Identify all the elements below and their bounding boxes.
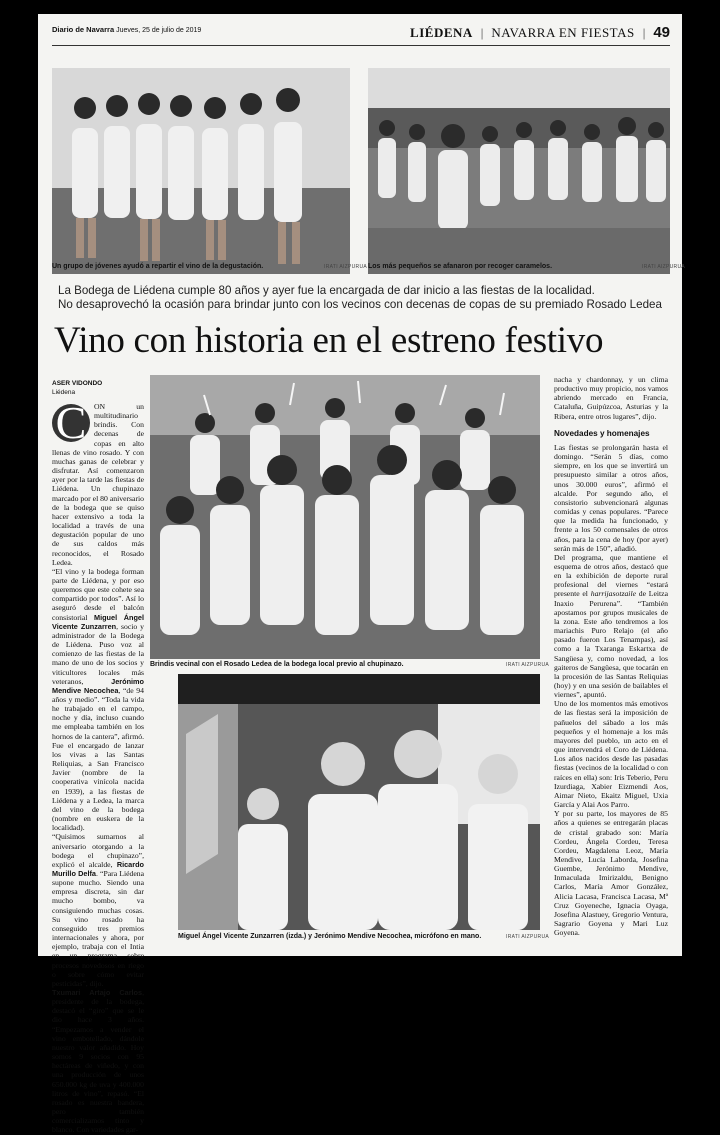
italic-term: harrijasotzaile	[590, 589, 636, 599]
drop-cap: C	[52, 404, 90, 442]
person-name: Ricardo Murillo Delfa	[52, 859, 144, 878]
article-headline: Vino con historia en el estreno festivo	[54, 320, 604, 361]
paragraph-text: de Leitza Inaxio Perurena”. “También apostamos por grupos musicales de la zona. Este año tendremos a los mariachis Puro Relajo (el año pasado fueron Los Tenampas), así como a la Txaranga Eskartxa de Sangüesa y, como novedad, a los gaiteros de Sangüesa, que tocarán en la procesión de las Santas Reliquias (hoy) y en una sesión de bailables el viernes”, apuntó.	[554, 589, 669, 700]
paragraph: Uno de los momentos más emotivos de las fiestas será la imposición de pañuelos del sábado a los más pequeños y el homenaje a los más mayores del pueblo, un acto en el que intervendrá el Coro de Liédena. Los años nacidos desde las pasadas fiestas (vecinos de la localidad o con raíces en ella) son: Iris Teberio, Peru Izurdiaga, Xabier Eizmendi Aos, Aimar Nieto, Ekaitz Miguel, Uxia García y Alai Aos Parro.	[554, 699, 668, 810]
paragraph	[52, 832, 144, 988]
paragraph-text: . “Para Liédena supone mucho. Siendo una empresa discreta, sin dar mucho bombo, va consiguiendo muchas cosas. Su vino rosado ha conseguido tres premios internacionales y ahora, por ejemplo, trabaja con el Intia en un programa sobre procesos novedosos en riego o sobre cómo evitar pesticidas”, dijo.	[52, 868, 144, 988]
article-author: ASER VIDONDO	[52, 380, 103, 387]
photo-toast-crowd	[150, 375, 540, 659]
subsection-name: NAVARRA EN FIESTAS	[491, 24, 635, 40]
paragraph	[554, 553, 668, 700]
person-name: Txumari Artajo Carlos	[52, 988, 143, 997]
header-rule	[52, 45, 670, 46]
masthead-info	[52, 25, 201, 34]
paragraph-text: Del programa, que mantiene el esquema de otros años, destacó que en la exhibición de deporte rural profesional del viernes “estará presente el	[554, 552, 668, 599]
paragraph-text: , presidente de la bodega, destacó el “giro” que se le dio hace 3 años. “Empezamos a vender el vino embotellado, dándole nuestro valor añadido. Hoy somos 9 socios con 95 hectáreas de viñedo, y con una producción de unos 650.000 kg de uva y 400.000 litros de vino”, repasó. “El rosado es nuestra bandera, pero también comercializamos tinto y blanco. Con variedades gar-	[52, 988, 144, 1135]
paragraph	[52, 567, 144, 833]
photo-youth-serving-wine	[52, 68, 350, 274]
lead-line: La Bodega de Liédena cumple 80 años y ayer fue la encargada de dar inicio a las fiestas de la localidad.	[58, 284, 595, 297]
paragraph-text: “Quisimos sumarnos al aniversario otorgando a la bodega el chupinazo”, explicó el alcalde,	[52, 832, 144, 869]
article-location: Liédena	[52, 389, 76, 396]
photo-children-candy	[368, 68, 670, 274]
paragraph: Y por su parte, los mayores de 85 años a quienes se entregarán placas de cristal grabado son: María Cordeu, Ángela Cordeu, Teresa Cordeu, Magdalena Leoz, María Mendive, Lucía Laborda, Josefina Guembe, Jerónimo Mendive, Inmaculada Imirizaldu, Benigno Carlos, María Amor González, Alicia Lacasa, Francisca Lacasa, Mª Cruz Goyeneche, Ignacia Oyaga, Josefina Alastuey, Gregorio Ventura, Sagrario Goyena y Mari Luz Goyena.	[554, 809, 668, 938]
paragraph: Las fiestas se prolongarán hasta el domingo. “Serán 5 días, como siempre, en los que se invertirá un presupuesto similar a otros años, unos 30.000 euros”, afirmó el alcalde. Por segundo año, el consistorio subvencionará algunas comidas y cenas populares. “Parece que la medida ha funcionado, y frente a los 50 comensales de otros años, para la cena de hoy (por ayer) serán más de 150”, añadió.	[554, 442, 668, 553]
person-name: Jerónimo Mendive Necochea	[52, 676, 144, 695]
lead-line: No desaprovechó la ocasión para brindar junto con los vecinos con decenas de copas de su premiado Rosado Ledea	[58, 298, 662, 311]
paragraph-text: , “de 94 años y medio”. “Toda la vida he trabajado en el campo, noche y día, incluso cuando me empleaba también en los hornos de la cantera”, afirmó. Fue el encargado de lanzar los vivas a las Santas Reliquias, a San Francisco Javier (nombre de la cooperativa vinícola nacida en 1939), a las fiestas de Liédena y a Ledea, la marca del vino de la bodega (nombre en euskera de la localidad).	[52, 685, 144, 833]
paragraph	[52, 397, 144, 567]
page-number: 49	[653, 24, 670, 41]
photo-caption: Miguel Ángel Vicente Zunzarren (izda.) y Jerónimo Mendive Necochea, micrófono en mano.	[178, 933, 482, 940]
separator: |	[642, 24, 646, 40]
paragraph-text: “El vino y la bodega forman parte de Liédena, y por eso queremos que este cohete sea compartido por todos”. Así lo aseguró desde el balcón consistorial	[52, 566, 144, 622]
section-subheading: Novedades y homenajes	[554, 428, 650, 438]
section-header	[410, 24, 670, 41]
newspaper-name: Diario de Navarra	[52, 25, 115, 34]
photo-caption: Brindis vecinal con el Rosado Ledea de la bodega local previo al chupinazo.	[150, 661, 404, 668]
paragraph-text: ON un multitudinario brindis. Con decenas de copas en alto llenas de vino rosado. Y con muchas ganas de celebrar y disfrutar. Así comenzaron ayer por la tarde las fiestas de Liédena. Un chupinazo marcado por el 80 aniversario de la bodega que se quiso hacer extensivo a toda la localidad a través de una degustación popular de uno de sus caldos más reconocidos, el Rosado Ledea.	[52, 402, 144, 567]
issue-date: Jueves, 25 de julio de 2019	[116, 27, 202, 34]
photo-caption: Un grupo de jóvenes ayudó a repartir el vino de la degustación.	[52, 263, 264, 270]
photo-credit: IRATI AIZPURUA	[642, 264, 686, 270]
paragraph-text: , socio y administrador de la Bodega de Liédena. Puso voz al comienzo de las fiestas de la mano de uno de los socios y viticultores locales más veteranos,	[52, 621, 144, 686]
paragraph: nacha y chardonnay, y un clima productivo muy propicio, nos vamos abriendo mercado en Francia, Cataluña, Guipúzcoa, Asturias y la Ribera, entre otros lugares”, dijo.	[554, 375, 668, 421]
article-column-1	[52, 397, 144, 1135]
photo-credit: IRATI AIZPURUA	[324, 264, 368, 270]
photo-caption: Los más pequeños se afanaron por recoger caramelos.	[368, 263, 553, 270]
section-name: LIÉDENA	[410, 24, 473, 40]
separator: |	[480, 24, 484, 40]
person-name: Miguel Ángel Vicente Zunzarren	[52, 612, 144, 631]
photo-balcony-speakers	[178, 674, 540, 930]
article-column-2	[554, 375, 668, 937]
photo-credit: IRATI AIZPURUA	[506, 934, 550, 940]
photo-credit: IRATI AIZPURUA	[506, 662, 550, 668]
newspaper-page	[38, 14, 686, 1135]
article-lead	[58, 284, 668, 312]
paragraph	[52, 988, 144, 1135]
